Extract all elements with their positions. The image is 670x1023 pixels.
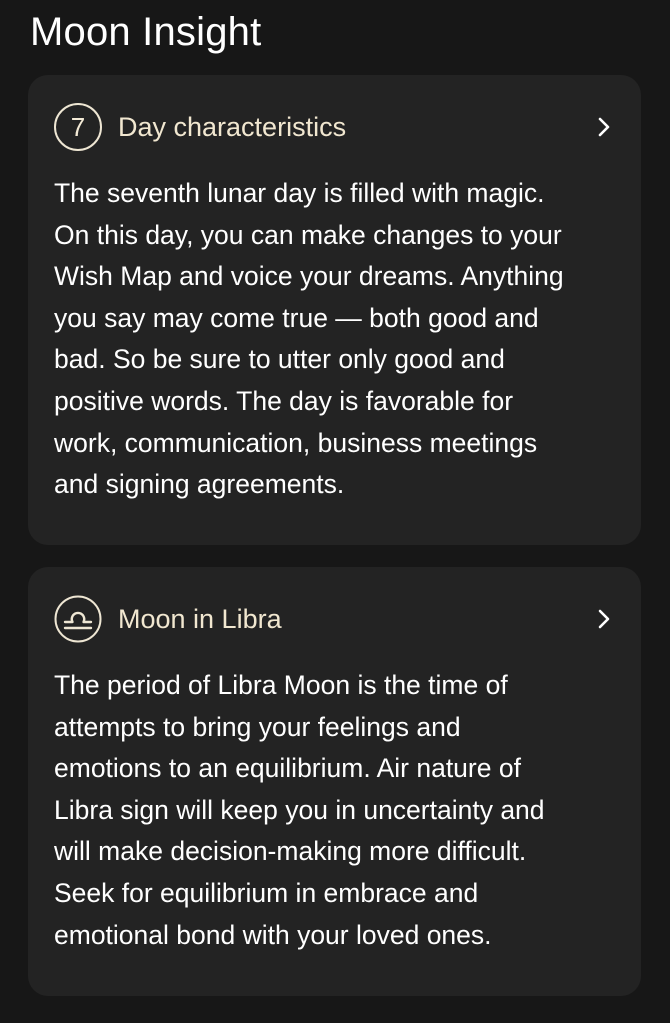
card-description: The period of Libra Moon is the time of attempts to bring your feelings and emotions to an equilibrium. Air nature of Libra sign will keep you in uncertainty and will make decision-making more difficult. Seek for equilibrium in embrace and emotional bond with your loved ones. (54, 670, 545, 950)
card-header[interactable] (54, 103, 615, 151)
chevron-right-icon[interactable] (593, 116, 615, 138)
moon-sign-card[interactable] (28, 567, 641, 996)
lunar-day-badge: 7 (54, 103, 102, 151)
day-characteristics-card[interactable] (28, 75, 641, 545)
card-title: Moon in Libra (118, 603, 282, 634)
card-header[interactable] (54, 595, 615, 643)
libra-icon (54, 595, 102, 643)
chevron-right-icon[interactable] (593, 608, 615, 630)
page-title: Moon Insight (30, 10, 262, 54)
card-title: Day characteristics (118, 111, 347, 142)
card-description: The seventh lunar day is filled with magic. On this day, you can make changes to your Wish Map and voice your dreams. Anything you say may come true — both good and bad. So be sure to utter only good and positive words. The day is favorable for work, communication, business meetings and signing agreements. (54, 178, 564, 500)
